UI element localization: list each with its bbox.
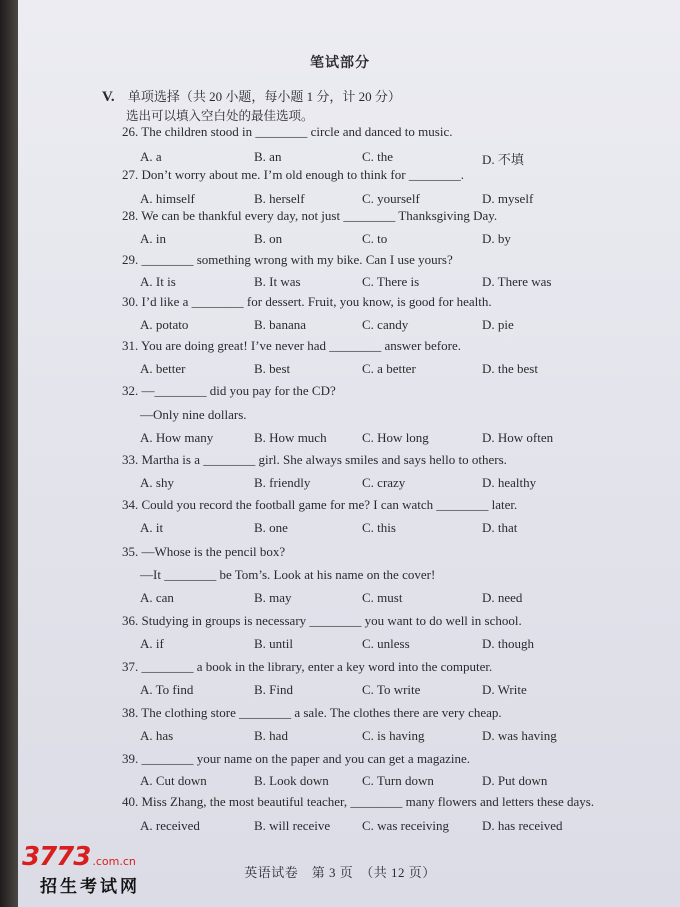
answer-option: C. To write xyxy=(362,682,421,697)
answer-options xyxy=(140,231,640,249)
answer-option: B. It was xyxy=(254,274,301,289)
question-stem: 37. ________ a book in the library, enter a key word into the computer. xyxy=(122,659,493,674)
answer-options xyxy=(140,590,640,608)
answer-option: A. it xyxy=(140,520,164,535)
question-stem: 28. We can be thankful every day, not just ________ Thanksgiving Day. xyxy=(122,208,498,223)
watermark-logo xyxy=(22,842,136,872)
question-reply: —Only nine dollars. xyxy=(140,407,247,422)
answer-option: D. How often xyxy=(482,430,554,445)
answer-options xyxy=(140,475,640,493)
answer-option: A. has xyxy=(140,728,174,743)
answer-option: D. has received xyxy=(482,818,563,833)
answer-option: C. unless xyxy=(362,636,410,651)
answer-option: B. friendly xyxy=(254,475,311,490)
question-reply: —It ________ be Tom’s. Look at his name on the cover! xyxy=(140,567,436,582)
answer-option: C. the xyxy=(362,149,394,164)
answer-option: D. myself xyxy=(482,191,534,206)
answer-options xyxy=(140,191,640,209)
answer-option: B. banana xyxy=(254,317,306,332)
answer-option: D. the best xyxy=(482,361,538,376)
answer-option: C. a better xyxy=(362,361,416,376)
answer-options xyxy=(140,520,640,538)
question-stem: 29. ________ something wrong with my bike. Can I use yours? xyxy=(122,252,453,267)
answer-option: D. There was xyxy=(482,274,552,289)
answer-option: B. had xyxy=(254,728,288,743)
answer-options xyxy=(140,682,640,700)
answer-option: C. yourself xyxy=(362,191,420,206)
question-stem: 30. I’d like a ________ for dessert. Fruit, you know, is good for health. xyxy=(122,294,492,309)
answer-option: C. this xyxy=(362,520,396,535)
answer-option: B. may xyxy=(254,590,292,605)
answer-options xyxy=(140,149,640,167)
answer-option: B. an xyxy=(254,149,282,164)
answer-option: A. shy xyxy=(140,475,174,490)
answer-options xyxy=(140,728,640,746)
question-stem: 39. ________ your name on the paper and you can get a magazine. xyxy=(122,751,470,766)
answer-option: A. It is xyxy=(140,274,176,289)
answer-option: B. best xyxy=(254,361,291,376)
answer-option: D. need xyxy=(482,590,523,605)
answer-option: C. was receiving xyxy=(362,818,450,833)
answer-option: B. on xyxy=(254,231,283,246)
answer-option: C. crazy xyxy=(362,475,406,490)
answer-option: B. until xyxy=(254,636,294,651)
answer-option: D. though xyxy=(482,636,534,651)
answer-option: B. How much xyxy=(254,430,327,445)
answer-option: C. There is xyxy=(362,274,420,289)
answer-option: C. to xyxy=(362,231,388,246)
question-stem: 38. The clothing store ________ a sale. The clothes there are very cheap. xyxy=(122,705,502,720)
answer-option: C. How long xyxy=(362,430,429,445)
answer-option: A. received xyxy=(140,818,200,833)
answer-option: C. candy xyxy=(362,317,409,332)
watermark-tagline: 招生考试网 xyxy=(40,877,140,897)
question-stem: 35. —Whose is the pencil box? xyxy=(122,544,286,559)
answer-option: A. better xyxy=(140,361,186,376)
watermark-domain: .com.cn xyxy=(92,855,136,868)
answer-option: A. in xyxy=(140,231,166,246)
answer-option: D. pie xyxy=(482,317,514,332)
answer-option: A. himself xyxy=(140,191,195,206)
answer-options xyxy=(140,361,640,379)
answer-option: D. Put down xyxy=(482,773,548,788)
answer-option: A. can xyxy=(140,590,174,605)
answer-option: B. Look down xyxy=(254,773,329,788)
question-stem: 40. Miss Zhang, the most beautiful teacher, ________ many flowers and letters these days. xyxy=(122,794,595,809)
question-stem: 31. You are doing great! I’ve never had ________ answer before. xyxy=(122,338,461,353)
answer-option: A. To find xyxy=(140,682,194,697)
page-title: 笔试部分 xyxy=(310,56,370,71)
answer-option: D. that xyxy=(482,520,518,535)
answer-option: D. by xyxy=(482,231,511,246)
answer-options xyxy=(140,636,640,654)
answer-option: A. How many xyxy=(140,430,214,445)
answer-option: C. is having xyxy=(362,728,425,743)
answer-option: A. a xyxy=(140,149,162,164)
answer-option: B. one xyxy=(254,520,288,535)
answer-options xyxy=(140,818,640,836)
answer-options xyxy=(140,274,640,292)
watermark-brand: 3773 xyxy=(22,842,91,872)
answer-option: D. 不填 xyxy=(482,152,524,167)
question-stem: 34. Could you record the football game for me? I can watch ________ later. xyxy=(122,497,518,512)
question-stem: 27. Don’t worry about me. I’m old enough to think for ________. xyxy=(122,167,465,182)
answer-option: B. Find xyxy=(254,682,294,697)
answer-option: D. healthy xyxy=(482,475,537,490)
answer-option: C. must xyxy=(362,590,403,605)
question-stem: 33. Martha is a ________ girl. She always smiles and says hello to others. xyxy=(122,452,507,467)
answer-option: B. herself xyxy=(254,191,305,206)
answer-option: A. if xyxy=(140,636,164,651)
section-heading xyxy=(102,86,401,106)
answer-option: A. Cut down xyxy=(140,773,207,788)
answer-option: D. was having xyxy=(482,728,557,743)
section-number: V. xyxy=(102,89,115,105)
answer-option: A. potato xyxy=(140,317,189,332)
answer-options xyxy=(140,430,640,448)
question-stem: 32. —________ did you pay for the CD? xyxy=(122,383,336,398)
question-stem: 26. The children stood in ________ circle and danced to music. xyxy=(122,124,453,139)
answer-option: D. Write xyxy=(482,682,527,697)
answer-option: B. will receive xyxy=(254,818,331,833)
page-footer: 英语试卷 第 3 页 （共 12 页） xyxy=(244,865,436,880)
answer-option: C. Turn down xyxy=(362,773,434,788)
question-stem: 36. Studying in groups is necessary ________ you want to do well in school. xyxy=(122,613,522,628)
page-edge-shadow xyxy=(0,0,18,907)
answer-options xyxy=(140,773,640,791)
section-title: 单项选择（共 20 小题，每小题 1 分，计 20 分） xyxy=(127,89,401,104)
section-instruction: 选出可以填入空白处的最佳选项。 xyxy=(126,109,314,123)
answer-options xyxy=(140,317,640,335)
